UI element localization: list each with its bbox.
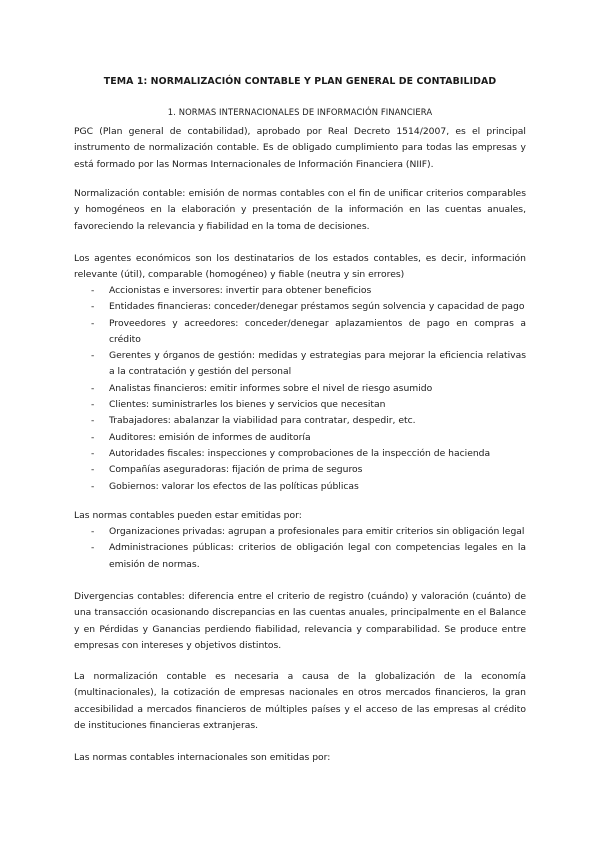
list-item: - Gobiernos: valorar los efectos de las políticas públicas — [91, 480, 359, 492]
agentes-list — [91, 283, 526, 495]
paragraph-agentes: Los agentes económicos son los destinatarios de los estados contables, es decir, información relevante (útil), comparable (homogéneo) y fiable (neutra y sin errores) — [74, 253, 526, 281]
list-item: - Gerentes y órganos de gestión: medidas y estrategias para mejorar la eficiencia relativas a la contratación y gestión del personal — [91, 350, 526, 378]
list-item: - Clientes: suministrarles los bienes y servicios que necesitan — [91, 399, 386, 411]
list-item: - Administraciones públicas: criterios de obligación legal con competencias legales en la emisión de normas. — [91, 542, 526, 570]
list-item: - Auditores: emisión de informes de auditoría — [91, 431, 311, 443]
list-item: - Entidades financieras: conceder/denegar préstamos según solvencia y capacidad de pago — [91, 301, 525, 313]
paragraph-globalizacion: La normalización contable es necesaria a causa de la globalización de la economía (multinacionales), la cotización de empresas nacionales en otros mercados financieros, la gran accesibilidad a mercados financieros de múltiples países y el acceso de las empresas al crédito de instituciones financieras extranjeras. — [74, 671, 526, 731]
emisores-list — [91, 524, 526, 573]
list-item: - Compañías aseguradoras: fijación de prima de seguros — [91, 464, 363, 476]
list-item: - Organizaciones privadas: agrupan a profesionales para emitir criterios sin obligación legal — [91, 526, 525, 537]
paragraph-normalizacion: Normalización contable: emisión de normas contables con el fin de unificar criterios comparables y homogéneos en la elaboración y presentación de la información en las cuentas anuales, favoreciendo la relevancia y fiabilidad en la toma de decisiones. — [74, 188, 526, 232]
list-item: - Analistas financieros: emitir informes sobre el nivel de riesgo asumido — [91, 382, 433, 394]
list-item: - Proveedores y acreedores: conceder/denegar aplazamientos de pago en compras a crédito — [91, 317, 526, 345]
list-item: - Accionistas e inversores: invertir para obtener beneficios — [91, 285, 372, 296]
paragraph-divergencias: Divergencias contables: diferencia entre el criterio de registro (cuándo) y valoración (cuánto) de una transacción ocasionando discrepancias en las cuentas anuales, principalmente en el Balance y en Pérdidas y Ganancias perdiendo fiabilidad, relevancia y comparabilidad. Se produce entre empresas con intereses y objetivos distintos. — [74, 591, 526, 651]
paragraph-internacionales-intro: Las normas contables internacionales son emitidas por: — [74, 752, 331, 763]
list-item: - Autoridades fiscales: inspecciones y comprobaciones de la inspección de hacienda — [91, 447, 491, 459]
section-heading: 1. NORMAS INTERNACIONALES DE INFORMACIÓN FINANCIERA — [167, 107, 433, 117]
paragraph-emitidas-intro: Las normas contables pueden estar emitidas por: — [74, 510, 302, 521]
list-item: - Trabajadores: abalanzar la viabilidad para contratar, despedir, etc. — [91, 415, 416, 427]
document-title: TEMA 1: NORMALIZACIÓN CONTABLE Y PLAN GENERAL DE CONTABILIDAD — [103, 76, 497, 87]
paragraph-pgc: PGC (Plan general de contabilidad), aprobado por Real Decreto 1514/2007, es el principal instrumento de normalización contable. Es de obligado cumplimiento para todas las empresas y está formado por las Normas Internacionales de Información Financiera (NIIF). — [74, 126, 526, 170]
